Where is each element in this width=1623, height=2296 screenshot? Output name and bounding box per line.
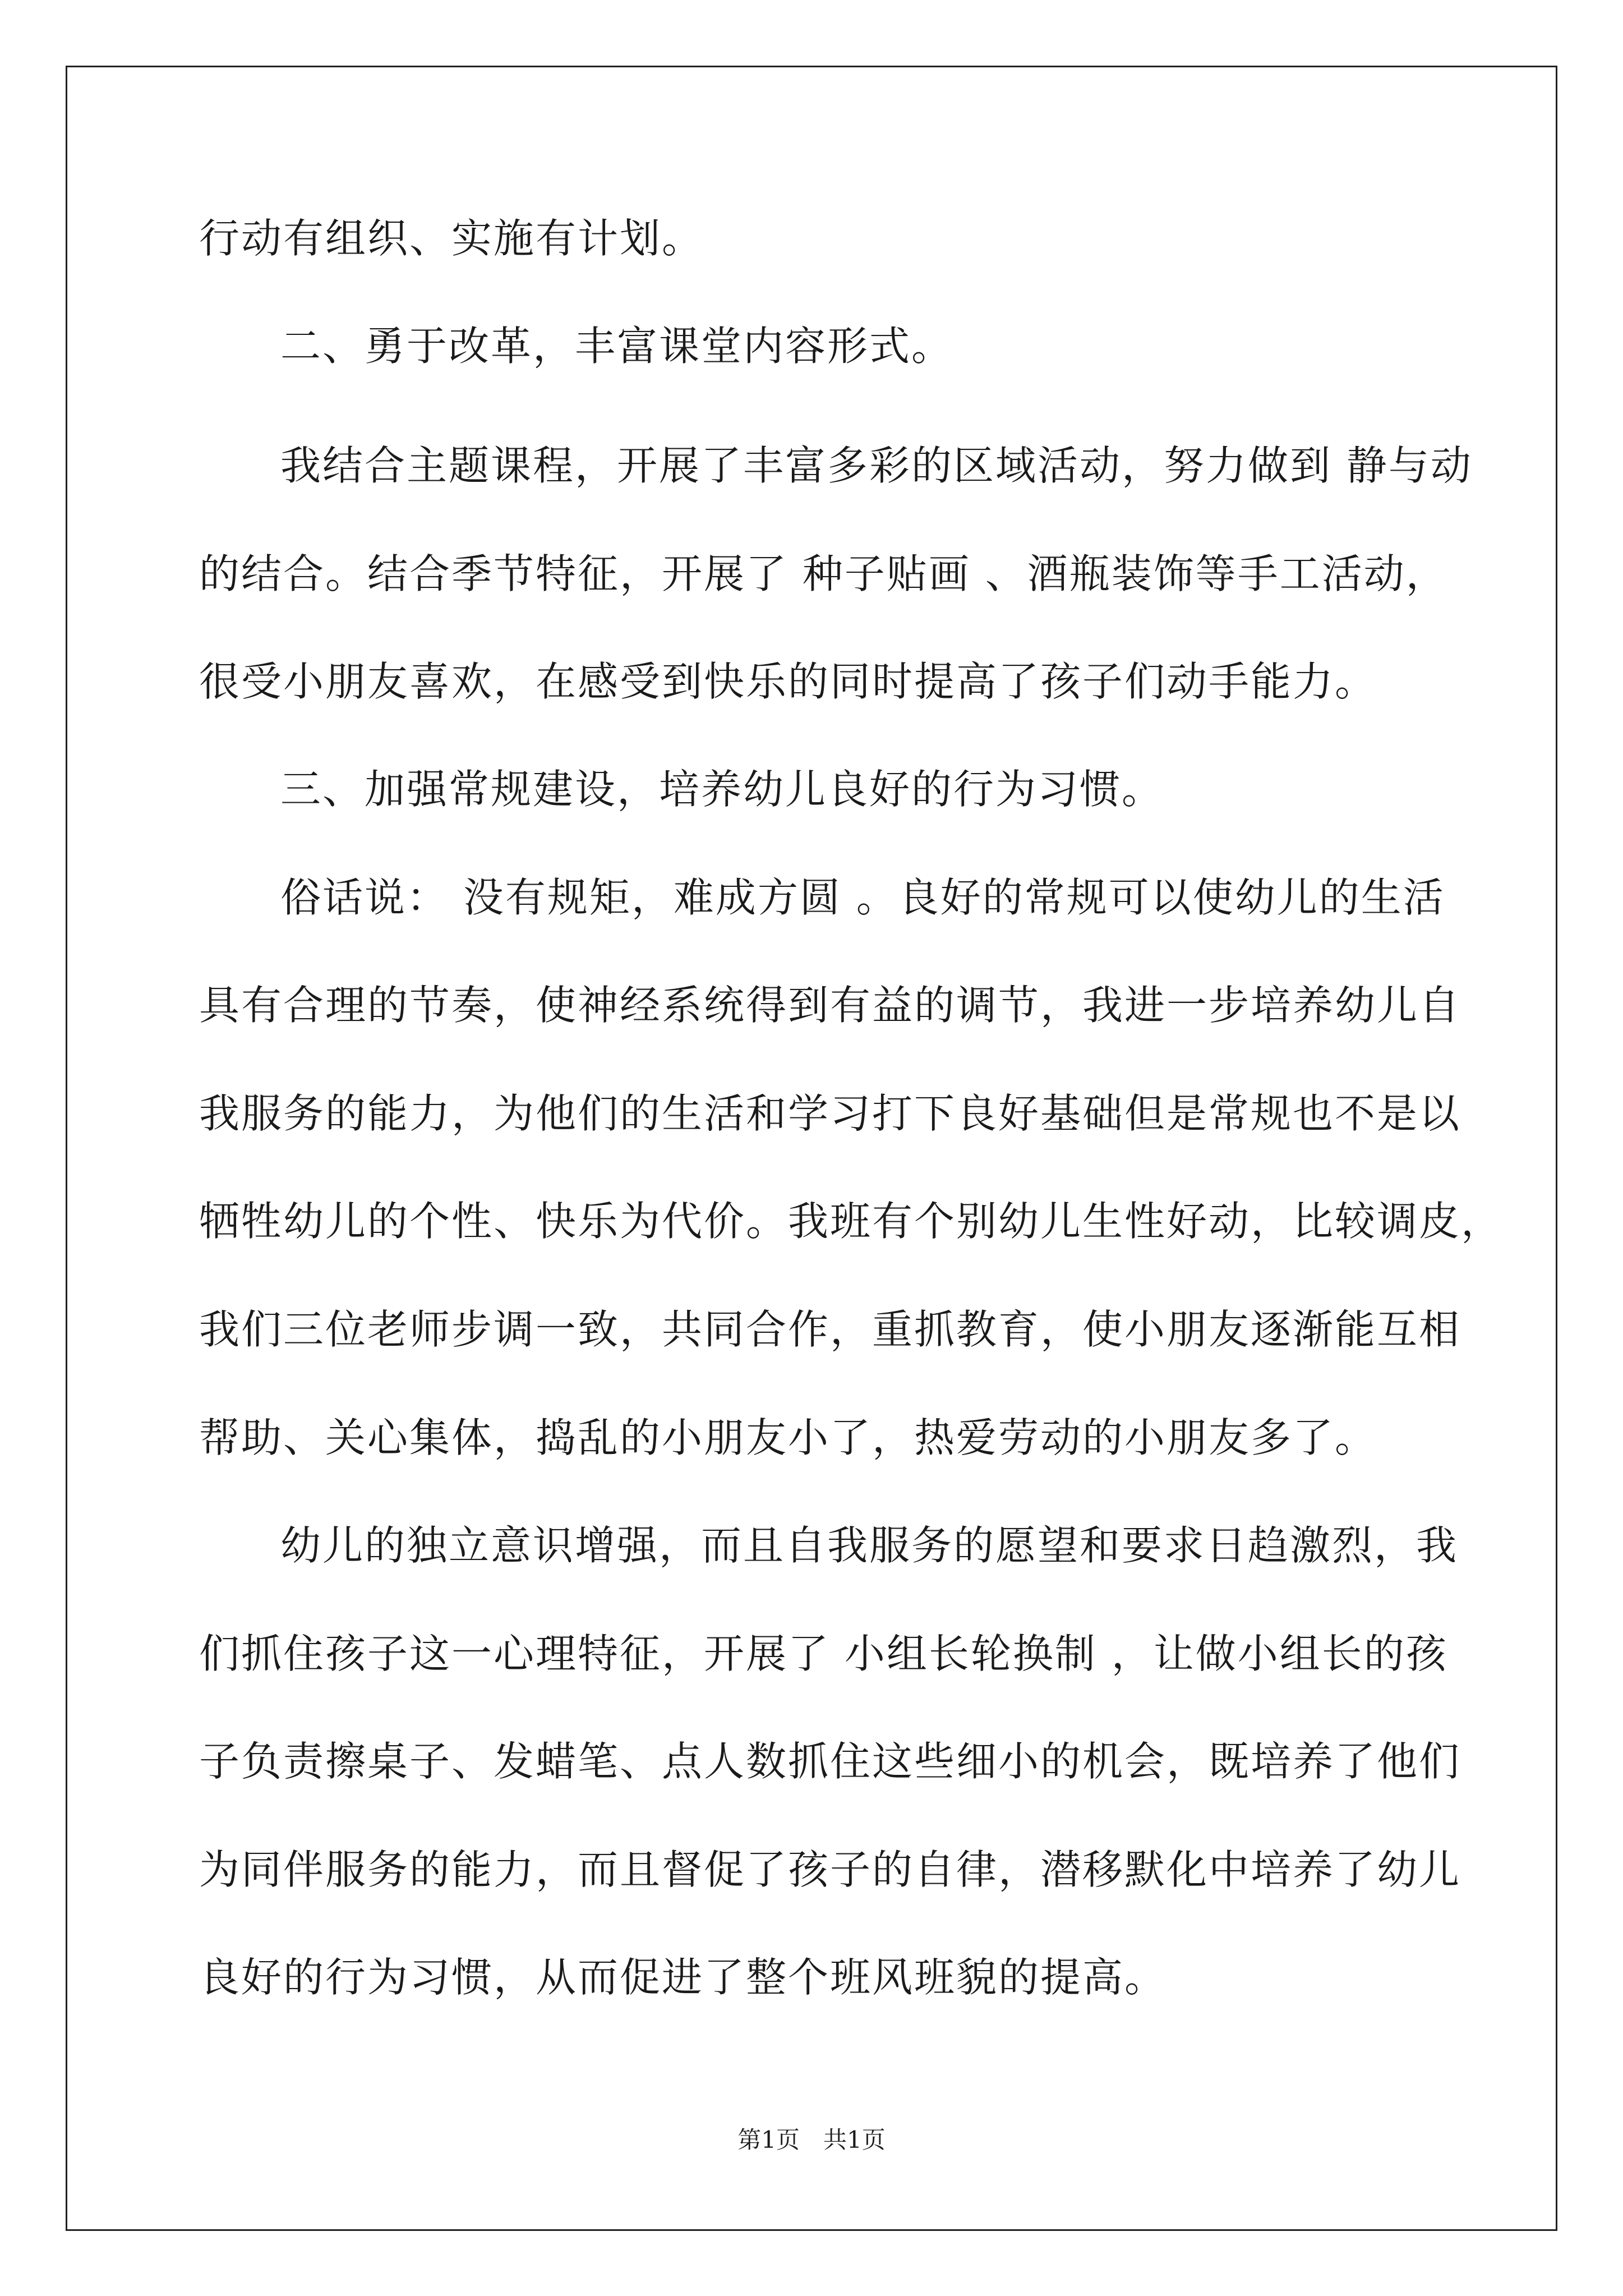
body-line: 牺牲幼儿的个性、快乐为代价。我班有个别幼儿生性好动，比较调皮，	[199, 1198, 1504, 1245]
body-line: 具有合理的节奏，使神经系统得到有益的调节，我进一步培养幼儿自	[199, 982, 1461, 1029]
body-line: 行动有组织、实施有计划。	[199, 215, 704, 262]
body-line: 我们三位老师步调一致，共同合作，重抓教育，使小朋友逐渐能互相	[199, 1306, 1461, 1353]
body-line: 的结合。结合季节特征，开展了 种子贴画 、酒瓶装饰等手工活动，	[199, 550, 1448, 597]
body-line: 子负责擦桌子、发蜡笔、点人数抓住这些细小的机会，既培养了他们	[199, 1738, 1461, 1785]
page-border	[66, 66, 1557, 2231]
body-line: 们抓住孩子这一心理特征，开展了 小组长轮换制 ，让做小组长的孩	[199, 1630, 1448, 1677]
section-heading: 二、勇于改革，丰富课堂内容形式。	[280, 323, 954, 370]
body-line: 俗话说： 没有规矩，难成方圆 。良好的常规可以使幼儿的生活	[280, 874, 1445, 921]
body-line: 我服务的能力，为他们的生活和学习打下良好基础但是常规也不是以	[199, 1090, 1461, 1137]
body-line: 很受小朋友喜欢，在感受到快乐的同时提高了孩子们动手能力。	[199, 658, 1377, 705]
body-line: 幼儿的独立意识增强，而且自我服务的愿望和要求日趋激烈，我	[280, 1522, 1459, 1569]
body-line: 我结合主题课程，开展了丰富多彩的区域活动，努力做到 静与动	[280, 442, 1473, 489]
page-footer: 第1页 共1页	[737, 2126, 886, 2154]
section-heading: 三、加强常规建设，培养幼儿良好的行为习惯。	[280, 766, 1164, 813]
body-line: 为同伴服务的能力，而且督促了孩子的自律，潜移默化中培养了幼儿	[199, 1846, 1461, 1893]
body-line: 帮助、关心集体，捣乱的小朋友小了，热爱劳动的小朋友多了。	[199, 1414, 1377, 1461]
body-line: 良好的行为习惯，从而促进了整个班风班貌的提高。	[199, 1954, 1167, 2001]
